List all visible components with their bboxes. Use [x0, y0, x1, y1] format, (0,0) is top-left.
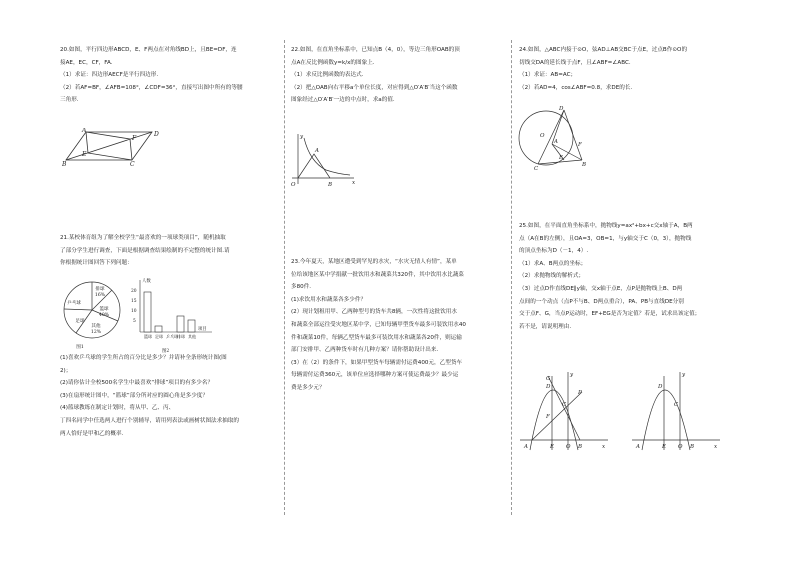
label-F: F: [546, 414, 550, 420]
column-divider: [511, 40, 512, 515]
question-21-subquestions: [60, 352, 274, 440]
q21-q: 两人恰好是甲和乙的概率.: [60, 430, 124, 437]
question-25: [519, 220, 733, 333]
label-B: B: [690, 444, 695, 450]
q23-line: 23.今年夏天，某地区遭受到罕见的水灾，“水灾无情人有情”，某单: [291, 259, 457, 265]
axis-y: y: [300, 134, 304, 140]
label-C: C: [130, 161, 135, 166]
q23-line: (3）在（2）的条件下，如果甲型货车每辆需付运费400元，乙型货车: [291, 359, 463, 366]
label-E: E: [550, 444, 555, 450]
label-D: D: [559, 106, 564, 112]
q24-line: （1）求证：AB=AC；: [519, 72, 577, 79]
label-D: D: [658, 384, 663, 390]
axis-x: x: [352, 180, 356, 186]
label-B: B: [328, 182, 333, 188]
q25-line: 点间的一个动点（点P不与B、D两点重合），PA、PB与直线DE分别: [519, 298, 684, 305]
q20-line: （2）若AF=BF，∠AFB=108°，∠CDF=36°，直接写出图中所有的等腰: [60, 84, 243, 91]
pie-label: 足球: [75, 319, 85, 324]
q25-line: （1）求A、B两点的坐标；: [519, 260, 587, 267]
q23-line: 件和蔬菜10件，每辆乙型货车最多可装饮用水和蔬菜各20件，则运输: [291, 334, 462, 341]
q20-line: （1）求证：四边形AECF是平行四边形.: [60, 72, 159, 79]
q24-line: 24.如图，△ABC内接于⊙O，弦AD⊥AB交BC于点E，过点B作⊙O的: [519, 47, 688, 53]
q25-line: （2）求抛物线的解析式；: [519, 273, 585, 280]
question-20: [60, 44, 274, 107]
pie-pct: 40%: [98, 313, 110, 318]
question-22: [291, 44, 503, 107]
q22-line: （2）把△OAB向右平移a个单位长度，对应得到△O′A′B′当这个函数: [291, 84, 458, 91]
q21-q: (4)篮球教练在制定计划时，将从甲、乙、丙、: [60, 405, 175, 412]
bar-category-label: 其他: [188, 334, 196, 339]
q21-line: 21.某校体育组为了解全校学生“最喜欢的一项球类项目”，随机抽取: [60, 235, 226, 241]
bar-category-label: 足球: [155, 334, 163, 339]
q25-parabola-figure-2: [630, 370, 722, 452]
q22-line: 22.如图，在直角坐标系中，已知点B（4，0），等边三角形OAB的顶: [291, 47, 460, 53]
label-A: A: [524, 444, 528, 450]
label-O: O: [678, 444, 683, 450]
q22-line: （1）求反比例函数的表达式.: [291, 72, 364, 79]
q23-line: (1)求饮用水和蔬菜各多少件？: [291, 296, 367, 303]
label-E: E: [662, 444, 667, 450]
axis-x: x: [602, 444, 606, 450]
bar: [188, 320, 195, 332]
q23-line: 多80件.: [291, 284, 312, 291]
column-left: [60, 44, 274, 107]
q24-line: 切线交DA的延长线于点F，且∠ABF=∠ABC.: [519, 59, 631, 66]
question-21: [60, 232, 274, 270]
label-A: A: [82, 128, 87, 134]
fig2-caption: 图2: [162, 349, 170, 354]
q22-line: 点A在反比例函数y=k/x的图象上.: [291, 59, 375, 66]
label-D: D: [154, 131, 159, 138]
label-C: C: [562, 402, 567, 408]
q25-line: 点（A在B的左侧），且OA=3，OB=1，与y轴交于C（0，3），抛物线: [519, 235, 692, 242]
q22-line: 图象经过△O′A′B′一边的中点时，求a的值.: [291, 97, 395, 104]
label-O: O: [540, 133, 545, 139]
label-O: O: [566, 444, 571, 450]
q20-parallelogram-figure: [62, 128, 162, 166]
label-B: B: [578, 444, 583, 450]
label-B: B: [62, 161, 67, 166]
q23-line: 部门安排甲、乙两种货车时有几种方案？请你帮助设计出来.: [291, 347, 439, 354]
bar-category-label: 排球: [177, 334, 185, 339]
q25-line: （3）过点D作直线DE∥y轴，交x轴于点E，点P是抛物线上B、D两: [519, 285, 683, 292]
axis-y: y: [570, 372, 574, 378]
column-divider: [284, 40, 285, 515]
axis-x: x: [714, 444, 718, 450]
q21-q: (3)在扇形统计图中，“篮球”部分所对应的圆心角是多少度？: [60, 392, 208, 399]
label-F: F: [578, 142, 582, 148]
pie-label: 排球: [95, 287, 105, 292]
bar-category-label: 篮球: [144, 334, 152, 339]
q21-q: (1)喜欢乒乓球的学生所占的百分比是多少？并请补全条形统计图(图: [60, 355, 227, 361]
q23-line: 费是多少元？: [291, 384, 325, 391]
q24-circle-figure: [516, 104, 590, 170]
label-A: A: [315, 148, 319, 154]
bar-xlabel: 项目: [198, 327, 207, 332]
q21-bar-chart: [128, 276, 214, 354]
q21-q: 2)；: [60, 367, 72, 374]
q20-line: 接AE，EC，CF，FA.: [60, 59, 113, 66]
question-24: [519, 44, 733, 94]
label-C: C: [674, 402, 679, 408]
label-P: P: [578, 390, 582, 396]
bar-unit: 人数: [142, 279, 151, 284]
y-tick: 10: [131, 309, 137, 314]
label-B: B: [582, 162, 587, 168]
q24-line: （2）若AD=4，cos∠ABF=0.8，求DE的长.: [519, 84, 633, 91]
q25-line: 25.如图，在平面直角坐标系中，抛物线y=ax²+bx+c交x轴于A，B两: [519, 223, 693, 229]
pie-label: 其他: [91, 324, 101, 329]
q20-line: 20.如图，平行四边形ABCD，E、F两点在对角线BD上，且BE=DF，连: [60, 47, 237, 53]
y-tick: 20: [131, 289, 137, 294]
pie-pct: 16%: [94, 293, 106, 298]
label-D: D: [546, 384, 551, 390]
y-tick: 15: [131, 299, 137, 304]
q23-line: 每辆需付运费360元，该单位应选择哪种方案可使运费最少？最少运: [291, 372, 459, 379]
bar: [177, 316, 184, 332]
q25-line: 的顶点坐标为D（－1，4）.: [519, 248, 589, 255]
label-E: E: [82, 151, 87, 158]
pie-label: 乒乓球: [67, 301, 81, 306]
label-O: O: [291, 182, 296, 188]
bar-category-label: 乒乓球: [166, 334, 178, 339]
label-C: C: [534, 166, 539, 170]
q23-line: 和蔬菜全部运往受灾地区某中学，已知每辆甲型货车最多可装饮用水40: [291, 321, 466, 328]
pie-pct: 12%: [90, 330, 102, 335]
label-E: E: [559, 155, 564, 161]
label-F: F: [132, 135, 137, 142]
q20-line: 三角形.: [60, 97, 79, 104]
y-tick: 5: [133, 319, 136, 324]
q25-line: 若不是，请说明理由.: [519, 323, 572, 330]
q21-line: 了部分学生进行调查，下面是根据调查结果绘制的不完整的统计图.请: [60, 247, 230, 254]
q23-line: 位给该地区某中学捐献一批饮用水和蔬菜共320件，其中饮用水比蔬菜: [291, 271, 464, 278]
q25-line: 交于点F、G，当点P运动时，EF+EG是否为定值？若是，试求出该定值；: [519, 311, 701, 318]
pie-label: 篮球: [99, 307, 109, 312]
label-A: A: [636, 444, 640, 450]
q22-graph-figure: [288, 132, 358, 188]
q23-line: (2）现计划租用甲、乙两种型号的货车共8辆，一次性将这批饮用水: [291, 309, 457, 316]
bar: [155, 326, 162, 332]
label-A: A: [554, 139, 558, 145]
axis-y: y: [682, 372, 686, 378]
q21-pie-chart: [60, 276, 126, 352]
q21-q: 丁四名同学中任选两人进行个别辅导，请用列表法或画树状图法求抽取的: [60, 417, 240, 424]
q21-q: (2)请你估计全校500名学生中最喜欢“排球”项目的有多少名？: [60, 380, 214, 387]
bar: [144, 292, 151, 332]
fig1-caption: 图1: [76, 345, 84, 350]
question-23: [291, 256, 503, 395]
q25-parabola-figure-1: [518, 370, 610, 452]
label-G: G: [546, 376, 551, 382]
q21-line: 你根据统计图回答下列问题：: [60, 260, 133, 267]
